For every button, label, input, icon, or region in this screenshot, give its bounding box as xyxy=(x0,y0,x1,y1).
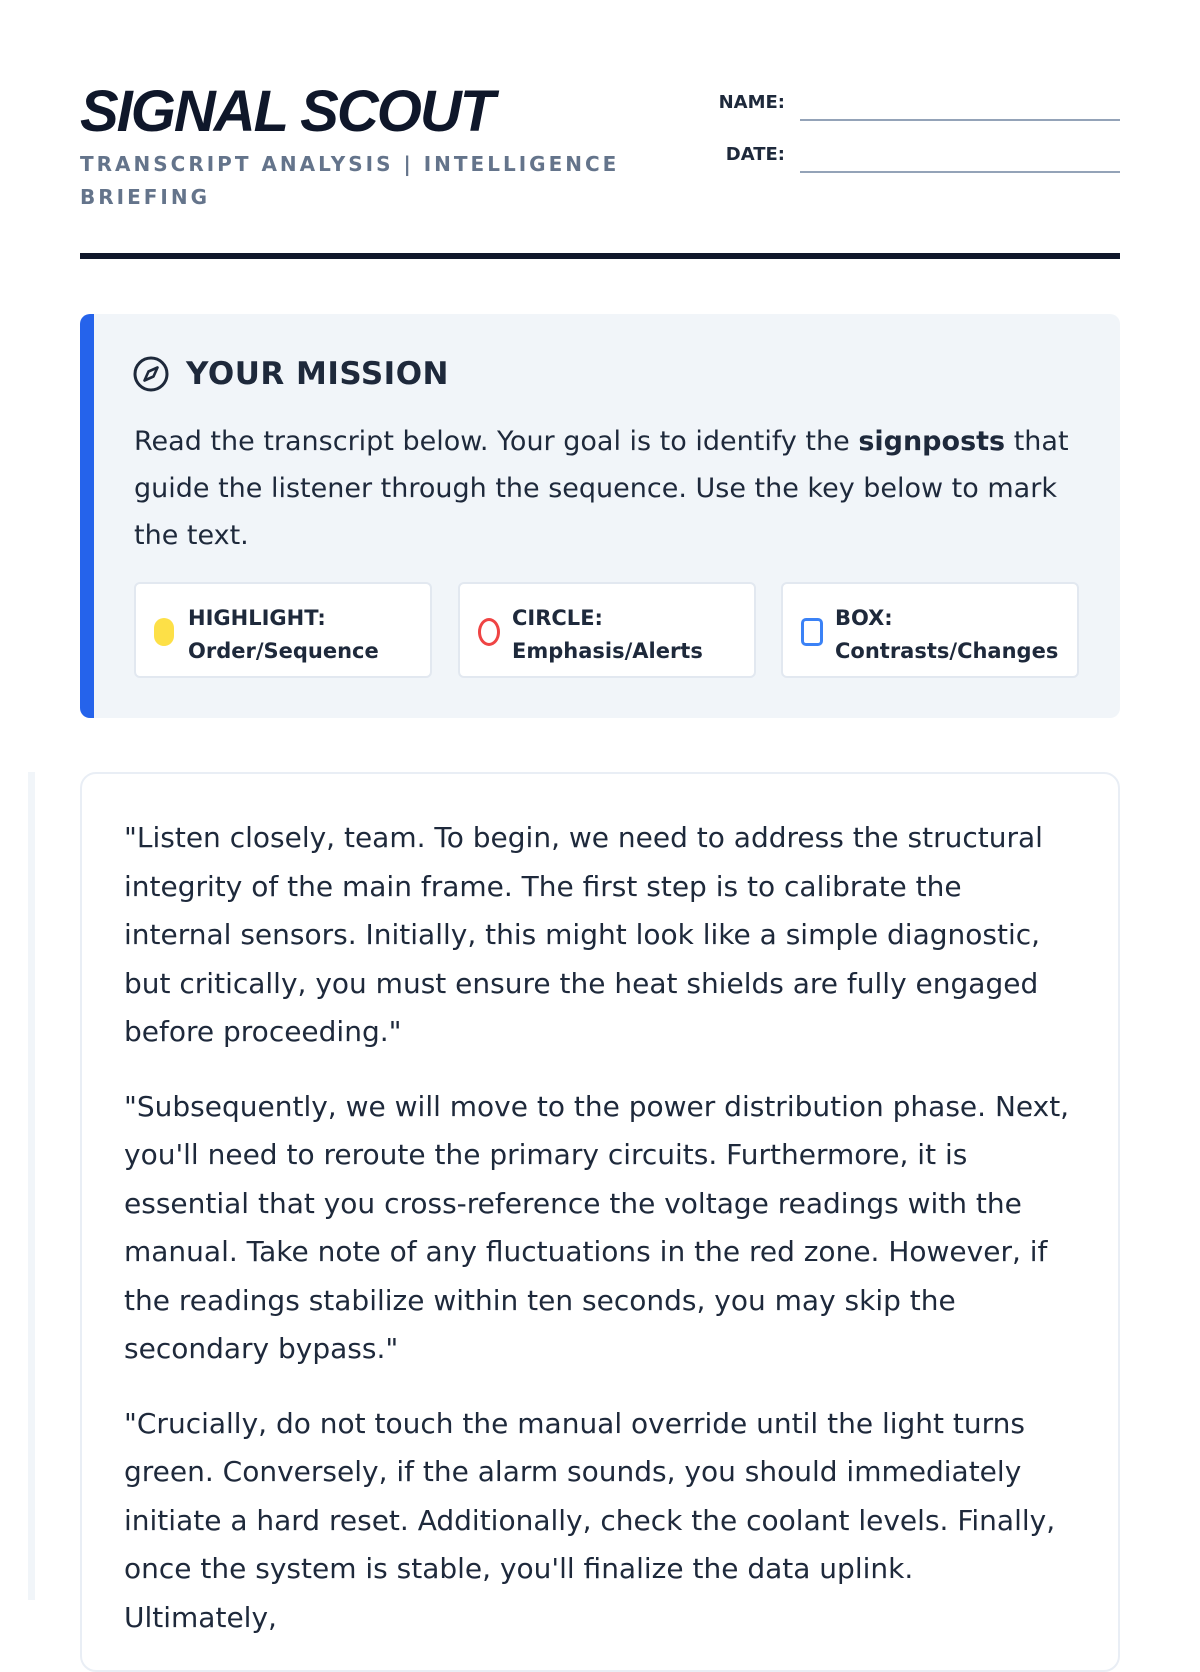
key-box-desc: Contrasts/Changes xyxy=(835,639,1059,663)
box-outline-icon xyxy=(801,618,823,646)
mission-text-before: Read the transcript below. Your goal is to identify the xyxy=(134,426,859,457)
key-highlight xyxy=(134,582,432,678)
mission-heading xyxy=(132,354,449,394)
marking-key xyxy=(134,582,1080,678)
brand-subtitle: TRANSCRIPT ANALYSIS | INTELLIGENCE BRIEFING xyxy=(80,152,620,209)
circle-outline-icon xyxy=(478,618,500,646)
name-label: NAME: xyxy=(718,92,785,113)
margin-strip xyxy=(28,772,35,1600)
header-divider xyxy=(80,253,1120,259)
compass-icon xyxy=(132,355,170,393)
key-highlight-label: HIGHLIGHT: xyxy=(188,606,326,630)
key-highlight-text xyxy=(188,602,422,668)
date-label: DATE: xyxy=(725,144,785,165)
brand-title: SIGNAL SCOUT xyxy=(80,79,494,144)
mission-text-after: that guide the listener through the sequence. Use the key below to mark the text. xyxy=(134,426,1069,551)
key-circle xyxy=(458,582,756,678)
transcript-paragraph: "Subsequently, we will move to the power distribution phase. Next, you'll need to reroute the primary circuits. Furthermore, it is essential that you cross-reference the voltage readings with the manual. Take note of any fluctuations in the red zone. However, if the readings stabilize within ten seconds, you may skip the secondary bypass." xyxy=(124,1089,1070,1365)
transcript-body xyxy=(124,814,1074,1668)
mission-panel xyxy=(80,314,1120,718)
transcript-card xyxy=(80,772,1120,1672)
date-field-row xyxy=(710,138,1120,174)
name-field-row xyxy=(710,86,1120,122)
date-input-line[interactable] xyxy=(800,171,1120,173)
key-circle-desc: Emphasis/Alerts xyxy=(512,639,703,663)
key-circle-text xyxy=(512,602,746,668)
key-box-text xyxy=(835,602,1069,668)
key-box xyxy=(781,582,1079,678)
key-box-label: BOX: xyxy=(835,606,893,630)
mission-title: YOUR MISSION xyxy=(186,356,450,392)
key-highlight-desc: Order/Sequence xyxy=(188,639,379,663)
mission-instructions xyxy=(134,418,1094,559)
mission-text-bold: signposts xyxy=(858,426,1006,457)
key-circle-label: CIRCLE: xyxy=(512,606,603,630)
transcript-paragraph: "Crucially, do not touch the manual override until the light turns green. Conversely, if the alarm sounds, you should immediately initiate a hard reset. Additionally, check the coolant levels. Finally, once the system is stable, you'll finalize the data uplink. Ultimately, xyxy=(124,1406,1056,1634)
name-input-line[interactable] xyxy=(800,119,1120,121)
transcript-paragraph: "Listen closely, team. To begin, we need to address the structural integrity of the main frame. The first step is to calibrate the internal sensors. Initially, this might look like a simple diagnostic, but critically, you must ensure the heat shields are fully engaged before proceeding." xyxy=(124,821,1043,1048)
highlight-swatch-icon xyxy=(154,618,174,646)
